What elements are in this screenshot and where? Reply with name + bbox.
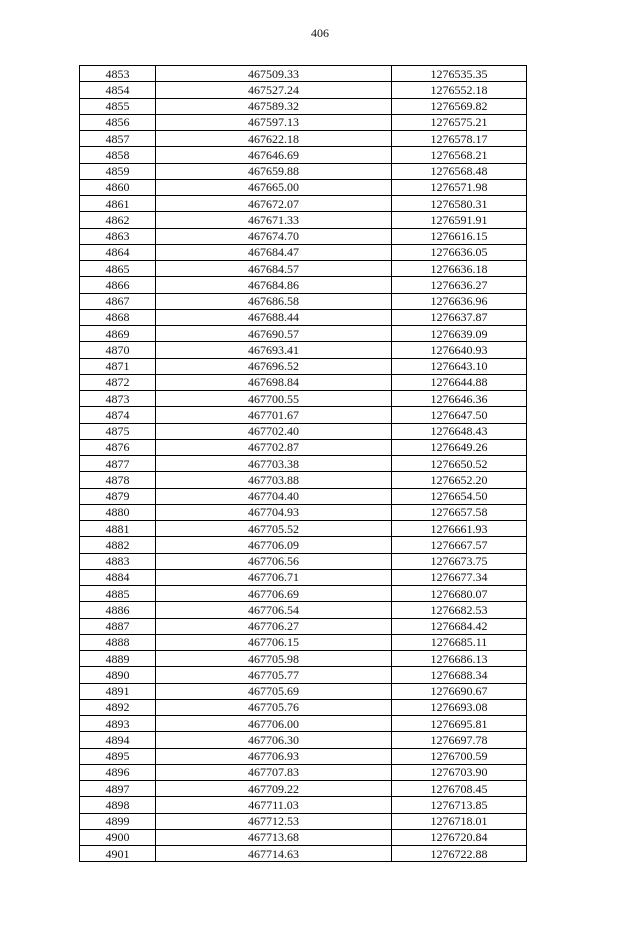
point-number-cell: 4874 bbox=[80, 407, 156, 423]
y-coordinate-cell: 1276718.01 bbox=[392, 813, 527, 829]
y-coordinate-cell: 1276693.08 bbox=[392, 699, 527, 715]
table-body bbox=[80, 66, 527, 862]
y-coordinate-cell: 1276680.07 bbox=[392, 586, 527, 602]
x-coordinate-cell: 467684.86 bbox=[156, 277, 392, 293]
table-row bbox=[80, 651, 527, 667]
x-coordinate-cell: 467705.98 bbox=[156, 651, 392, 667]
table-row bbox=[80, 326, 527, 342]
x-coordinate-cell: 467706.93 bbox=[156, 748, 392, 764]
y-coordinate-cell: 1276639.09 bbox=[392, 326, 527, 342]
point-number-cell: 4901 bbox=[80, 846, 156, 862]
point-number-cell: 4884 bbox=[80, 569, 156, 585]
table-row bbox=[80, 634, 527, 650]
y-coordinate-cell: 1276648.43 bbox=[392, 423, 527, 439]
x-coordinate-cell: 467706.30 bbox=[156, 732, 392, 748]
y-coordinate-cell: 1276568.48 bbox=[392, 163, 527, 179]
x-coordinate-cell: 467712.53 bbox=[156, 813, 392, 829]
x-coordinate-cell: 467706.71 bbox=[156, 569, 392, 585]
point-number-cell: 4865 bbox=[80, 261, 156, 277]
x-coordinate-cell: 467665.00 bbox=[156, 179, 392, 195]
table-row bbox=[80, 131, 527, 147]
table-row bbox=[80, 456, 527, 472]
point-number-cell: 4900 bbox=[80, 829, 156, 845]
x-coordinate-cell: 467646.69 bbox=[156, 147, 392, 163]
table-row bbox=[80, 586, 527, 602]
y-coordinate-cell: 1276636.05 bbox=[392, 244, 527, 260]
point-number-cell: 4856 bbox=[80, 114, 156, 130]
x-coordinate-cell: 467688.44 bbox=[156, 309, 392, 325]
y-coordinate-cell: 1276637.87 bbox=[392, 309, 527, 325]
table-row bbox=[80, 667, 527, 683]
table-row bbox=[80, 797, 527, 813]
y-coordinate-cell: 1276646.36 bbox=[392, 391, 527, 407]
y-coordinate-cell: 1276661.93 bbox=[392, 521, 527, 537]
x-coordinate-cell: 467707.83 bbox=[156, 764, 392, 780]
x-coordinate-cell: 467706.15 bbox=[156, 634, 392, 650]
table-row bbox=[80, 537, 527, 553]
table-row bbox=[80, 244, 527, 260]
point-number-cell: 4858 bbox=[80, 147, 156, 163]
y-coordinate-cell: 1276690.67 bbox=[392, 683, 527, 699]
table-row bbox=[80, 846, 527, 862]
y-coordinate-cell: 1276569.82 bbox=[392, 98, 527, 114]
y-coordinate-cell: 1276591.91 bbox=[392, 212, 527, 228]
x-coordinate-cell: 467702.40 bbox=[156, 423, 392, 439]
point-number-cell: 4869 bbox=[80, 326, 156, 342]
point-number-cell: 4864 bbox=[80, 244, 156, 260]
table-row bbox=[80, 163, 527, 179]
point-number-cell: 4882 bbox=[80, 537, 156, 553]
table-row bbox=[80, 374, 527, 390]
point-number-cell: 4895 bbox=[80, 748, 156, 764]
table-row bbox=[80, 521, 527, 537]
y-coordinate-cell: 1276636.96 bbox=[392, 293, 527, 309]
x-coordinate-cell: 467622.18 bbox=[156, 131, 392, 147]
table-row bbox=[80, 228, 527, 244]
table-row bbox=[80, 212, 527, 228]
x-coordinate-cell: 467713.68 bbox=[156, 829, 392, 845]
y-coordinate-cell: 1276684.42 bbox=[392, 618, 527, 634]
table-row bbox=[80, 602, 527, 618]
y-coordinate-cell: 1276677.34 bbox=[392, 569, 527, 585]
table-row bbox=[80, 179, 527, 195]
point-number-cell: 4855 bbox=[80, 98, 156, 114]
table-row bbox=[80, 391, 527, 407]
point-number-cell: 4872 bbox=[80, 374, 156, 390]
x-coordinate-cell: 467704.93 bbox=[156, 504, 392, 520]
y-coordinate-cell: 1276688.34 bbox=[392, 667, 527, 683]
y-coordinate-cell: 1276644.88 bbox=[392, 374, 527, 390]
point-number-cell: 4862 bbox=[80, 212, 156, 228]
y-coordinate-cell: 1276652.20 bbox=[392, 472, 527, 488]
table-row bbox=[80, 781, 527, 797]
x-coordinate-cell: 467509.33 bbox=[156, 66, 392, 82]
y-coordinate-cell: 1276685.11 bbox=[392, 634, 527, 650]
x-coordinate-cell: 467700.55 bbox=[156, 391, 392, 407]
x-coordinate-cell: 467684.47 bbox=[156, 244, 392, 260]
y-coordinate-cell: 1276535.35 bbox=[392, 66, 527, 82]
x-coordinate-cell: 467706.27 bbox=[156, 618, 392, 634]
y-coordinate-cell: 1276703.90 bbox=[392, 764, 527, 780]
x-coordinate-cell: 467709.22 bbox=[156, 781, 392, 797]
y-coordinate-cell: 1276686.13 bbox=[392, 651, 527, 667]
table-row bbox=[80, 683, 527, 699]
y-coordinate-cell: 1276700.59 bbox=[392, 748, 527, 764]
x-coordinate-cell: 467671.33 bbox=[156, 212, 392, 228]
x-coordinate-cell: 467589.32 bbox=[156, 98, 392, 114]
point-number-cell: 4859 bbox=[80, 163, 156, 179]
x-coordinate-cell: 467706.69 bbox=[156, 586, 392, 602]
point-number-cell: 4888 bbox=[80, 634, 156, 650]
y-coordinate-cell: 1276647.50 bbox=[392, 407, 527, 423]
x-coordinate-cell: 467684.57 bbox=[156, 261, 392, 277]
x-coordinate-cell: 467659.88 bbox=[156, 163, 392, 179]
table-row bbox=[80, 813, 527, 829]
table-row bbox=[80, 488, 527, 504]
y-coordinate-cell: 1276708.45 bbox=[392, 781, 527, 797]
point-number-cell: 4875 bbox=[80, 423, 156, 439]
y-coordinate-cell: 1276720.84 bbox=[392, 829, 527, 845]
y-coordinate-cell: 1276695.81 bbox=[392, 716, 527, 732]
point-number-cell: 4873 bbox=[80, 391, 156, 407]
table-row bbox=[80, 829, 527, 845]
y-coordinate-cell: 1276713.85 bbox=[392, 797, 527, 813]
point-number-cell: 4890 bbox=[80, 667, 156, 683]
y-coordinate-cell: 1276682.53 bbox=[392, 602, 527, 618]
table-row bbox=[80, 66, 527, 82]
y-coordinate-cell: 1276640.93 bbox=[392, 342, 527, 358]
point-number-cell: 4898 bbox=[80, 797, 156, 813]
coordinates-table bbox=[79, 65, 527, 862]
table-row bbox=[80, 472, 527, 488]
point-number-cell: 4871 bbox=[80, 358, 156, 374]
y-coordinate-cell: 1276575.21 bbox=[392, 114, 527, 130]
y-coordinate-cell: 1276643.10 bbox=[392, 358, 527, 374]
point-number-cell: 4853 bbox=[80, 66, 156, 82]
y-coordinate-cell: 1276552.18 bbox=[392, 82, 527, 98]
x-coordinate-cell: 467527.24 bbox=[156, 82, 392, 98]
y-coordinate-cell: 1276616.15 bbox=[392, 228, 527, 244]
x-coordinate-cell: 467706.00 bbox=[156, 716, 392, 732]
y-coordinate-cell: 1276649.26 bbox=[392, 439, 527, 455]
table-row bbox=[80, 196, 527, 212]
y-coordinate-cell: 1276673.75 bbox=[392, 553, 527, 569]
point-number-cell: 4866 bbox=[80, 277, 156, 293]
point-number-cell: 4885 bbox=[80, 586, 156, 602]
y-coordinate-cell: 1276650.52 bbox=[392, 456, 527, 472]
point-number-cell: 4870 bbox=[80, 342, 156, 358]
point-number-cell: 4892 bbox=[80, 699, 156, 715]
point-number-cell: 4896 bbox=[80, 764, 156, 780]
point-number-cell: 4880 bbox=[80, 504, 156, 520]
page-number: 406 bbox=[311, 26, 329, 40]
table-row bbox=[80, 423, 527, 439]
x-coordinate-cell: 467705.69 bbox=[156, 683, 392, 699]
x-coordinate-cell: 467674.70 bbox=[156, 228, 392, 244]
x-coordinate-cell: 467703.38 bbox=[156, 456, 392, 472]
table-row bbox=[80, 277, 527, 293]
y-coordinate-cell: 1276636.27 bbox=[392, 277, 527, 293]
y-coordinate-cell: 1276571.98 bbox=[392, 179, 527, 195]
point-number-cell: 4860 bbox=[80, 179, 156, 195]
x-coordinate-cell: 467704.40 bbox=[156, 488, 392, 504]
table-row bbox=[80, 147, 527, 163]
point-number-cell: 4878 bbox=[80, 472, 156, 488]
x-coordinate-cell: 467701.67 bbox=[156, 407, 392, 423]
y-coordinate-cell: 1276722.88 bbox=[392, 846, 527, 862]
table-row bbox=[80, 618, 527, 634]
table-row bbox=[80, 553, 527, 569]
point-number-cell: 4899 bbox=[80, 813, 156, 829]
point-number-cell: 4868 bbox=[80, 309, 156, 325]
table-row bbox=[80, 504, 527, 520]
point-number-cell: 4883 bbox=[80, 553, 156, 569]
x-coordinate-cell: 467698.84 bbox=[156, 374, 392, 390]
x-coordinate-cell: 467711.03 bbox=[156, 797, 392, 813]
y-coordinate-cell: 1276636.18 bbox=[392, 261, 527, 277]
point-number-cell: 4887 bbox=[80, 618, 156, 634]
table-row bbox=[80, 114, 527, 130]
x-coordinate-cell: 467686.58 bbox=[156, 293, 392, 309]
x-coordinate-cell: 467705.77 bbox=[156, 667, 392, 683]
y-coordinate-cell: 1276654.50 bbox=[392, 488, 527, 504]
x-coordinate-cell: 467690.57 bbox=[156, 326, 392, 342]
point-number-cell: 4897 bbox=[80, 781, 156, 797]
x-coordinate-cell: 467696.52 bbox=[156, 358, 392, 374]
table-row bbox=[80, 358, 527, 374]
x-coordinate-cell: 467706.56 bbox=[156, 553, 392, 569]
x-coordinate-cell: 467702.87 bbox=[156, 439, 392, 455]
point-number-cell: 4891 bbox=[80, 683, 156, 699]
y-coordinate-cell: 1276578.17 bbox=[392, 131, 527, 147]
y-coordinate-cell: 1276580.31 bbox=[392, 196, 527, 212]
table-row bbox=[80, 309, 527, 325]
table-row bbox=[80, 732, 527, 748]
y-coordinate-cell: 1276697.78 bbox=[392, 732, 527, 748]
x-coordinate-cell: 467714.63 bbox=[156, 846, 392, 862]
point-number-cell: 4857 bbox=[80, 131, 156, 147]
y-coordinate-cell: 1276568.21 bbox=[392, 147, 527, 163]
table-row bbox=[80, 716, 527, 732]
table-row bbox=[80, 764, 527, 780]
table-row bbox=[80, 439, 527, 455]
table-row bbox=[80, 342, 527, 358]
table-row bbox=[80, 699, 527, 715]
point-number-cell: 4876 bbox=[80, 439, 156, 455]
x-coordinate-cell: 467693.41 bbox=[156, 342, 392, 358]
point-number-cell: 4863 bbox=[80, 228, 156, 244]
point-number-cell: 4894 bbox=[80, 732, 156, 748]
point-number-cell: 4893 bbox=[80, 716, 156, 732]
x-coordinate-cell: 467672.07 bbox=[156, 196, 392, 212]
point-number-cell: 4881 bbox=[80, 521, 156, 537]
point-number-cell: 4889 bbox=[80, 651, 156, 667]
table-row bbox=[80, 98, 527, 114]
point-number-cell: 4867 bbox=[80, 293, 156, 309]
point-number-cell: 4854 bbox=[80, 82, 156, 98]
table-row bbox=[80, 293, 527, 309]
y-coordinate-cell: 1276657.58 bbox=[392, 504, 527, 520]
point-number-cell: 4861 bbox=[80, 196, 156, 212]
table-row bbox=[80, 407, 527, 423]
y-coordinate-cell: 1276667.57 bbox=[392, 537, 527, 553]
table-row bbox=[80, 261, 527, 277]
x-coordinate-cell: 467706.54 bbox=[156, 602, 392, 618]
x-coordinate-cell: 467705.76 bbox=[156, 699, 392, 715]
table-row bbox=[80, 82, 527, 98]
x-coordinate-cell: 467597.13 bbox=[156, 114, 392, 130]
point-number-cell: 4886 bbox=[80, 602, 156, 618]
table-row bbox=[80, 748, 527, 764]
x-coordinate-cell: 467703.88 bbox=[156, 472, 392, 488]
x-coordinate-cell: 467705.52 bbox=[156, 521, 392, 537]
table-row bbox=[80, 569, 527, 585]
point-number-cell: 4877 bbox=[80, 456, 156, 472]
x-coordinate-cell: 467706.09 bbox=[156, 537, 392, 553]
point-number-cell: 4879 bbox=[80, 488, 156, 504]
